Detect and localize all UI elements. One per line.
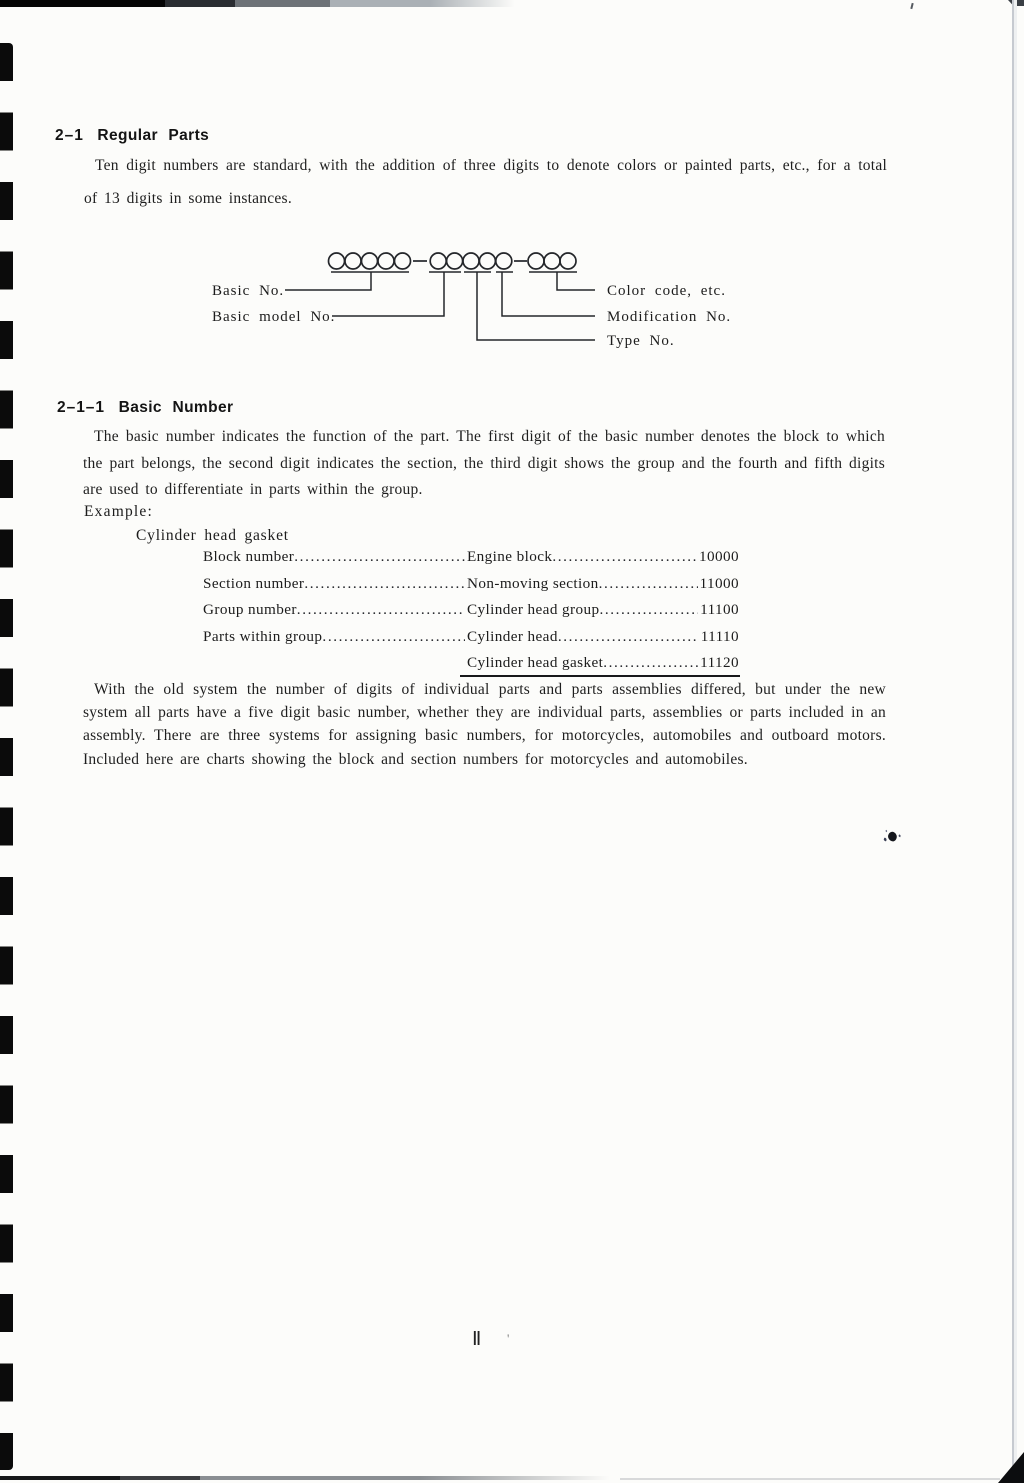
- closing-paragraph: With the old system the number of digits of individual parts and parts assemblies differed, but under the new system all parts have a five digit basic number, whether they are individual parts, assemblies or parts included in an assembly. There are three systems for assigning basic numbers, for motorcycles, automobiles and outboard motors. Included here are charts showing the block and section numbers for motorcycles and automobiles.: [83, 681, 886, 768]
- diagram-connector-lines: [285, 272, 595, 340]
- table-row: [203, 548, 739, 575]
- row-number: 11120: [700, 654, 739, 671]
- row-left-label: Group number: [203, 601, 297, 618]
- example-title: Cylinder head gasket: [136, 527, 289, 544]
- top-edge-shadow: [0, 0, 520, 7]
- leader-dots: [294, 548, 465, 566]
- basic-number-example-table: [203, 548, 739, 681]
- bottom-edge-faint-line: [620, 1478, 1000, 1480]
- diagram-label-basic-no: Basic No.: [212, 283, 285, 299]
- bottom-edge-shadow: [0, 1476, 620, 1480]
- spiral-binding-marks: [0, 43, 13, 1470]
- page-number-tick: ': [507, 1331, 510, 1346]
- subsection-number: 2–1–1: [57, 399, 106, 416]
- section-number: 2–1: [55, 127, 84, 144]
- digit-circles: [329, 253, 577, 269]
- leader-dots: [304, 575, 465, 593]
- section-heading-regular-parts: [55, 127, 209, 145]
- part-number-diagram: [200, 243, 740, 363]
- bottom-right-corner-curl: [998, 1452, 1024, 1483]
- row-mid-label: Non-moving section: [467, 574, 599, 592]
- row-left-label: Section number: [203, 574, 305, 592]
- diagram-label-color-code: Color code, etc.: [607, 283, 726, 299]
- gasket-row-underline: [460, 675, 740, 677]
- diagram-label-type-no: Type No.: [607, 333, 675, 349]
- table-row: [203, 601, 739, 628]
- row-number: 10000: [699, 548, 739, 565]
- diagram-label-basic-model-no: Basic model No.: [212, 309, 336, 325]
- leader-dots: [599, 575, 698, 593]
- leader-dots: [558, 628, 699, 646]
- ink-speck: [886, 830, 898, 842]
- table-row: [203, 575, 739, 602]
- page-right-edge-glow: [1014, 0, 1017, 1483]
- regular-parts-paragraph: Ten digit numbers are standard, with the addition of three digits to denote colors or painted parts, etc., for a total of 13 digits in some instances.: [84, 157, 887, 207]
- example-label: Example:: [84, 503, 153, 520]
- leader-dots: [322, 628, 465, 646]
- top-tick-mark: [910, 3, 913, 9]
- leader-dots: [599, 601, 698, 619]
- diagram-label-modification-no: Modification No.: [607, 309, 732, 325]
- subsection-title: Basic Number: [118, 399, 234, 416]
- leader-dots: [297, 601, 465, 619]
- section-title: Regular Parts: [97, 127, 210, 144]
- section-heading-basic-number: [57, 399, 233, 417]
- basic-number-paragraph: The basic number indicates the function of the part. The first digit of the basic number denotes the block to which the part belongs, the second digit indicates the section, the third digit shows the group and the fourth and fifth digits are used to differentiate in parts within the group.: [83, 428, 885, 498]
- leader-dots: [552, 548, 697, 566]
- row-number: 11000: [699, 574, 739, 592]
- page-number: Ⅱ: [472, 1329, 483, 1350]
- row-mid-label: Engine block: [467, 548, 553, 565]
- leader-dots: [603, 654, 698, 672]
- row-left-label: Parts within group: [203, 627, 323, 645]
- row-number: 11100: [700, 601, 739, 618]
- row-mid-label: Cylinder head group: [467, 601, 600, 618]
- row-mid-label: Cylinder head gasket: [467, 654, 604, 671]
- row-number: 11110: [700, 627, 739, 645]
- row-mid-label: Cylinder head: [467, 627, 558, 645]
- table-row: [203, 628, 739, 655]
- row-left-label: Block number: [203, 548, 295, 565]
